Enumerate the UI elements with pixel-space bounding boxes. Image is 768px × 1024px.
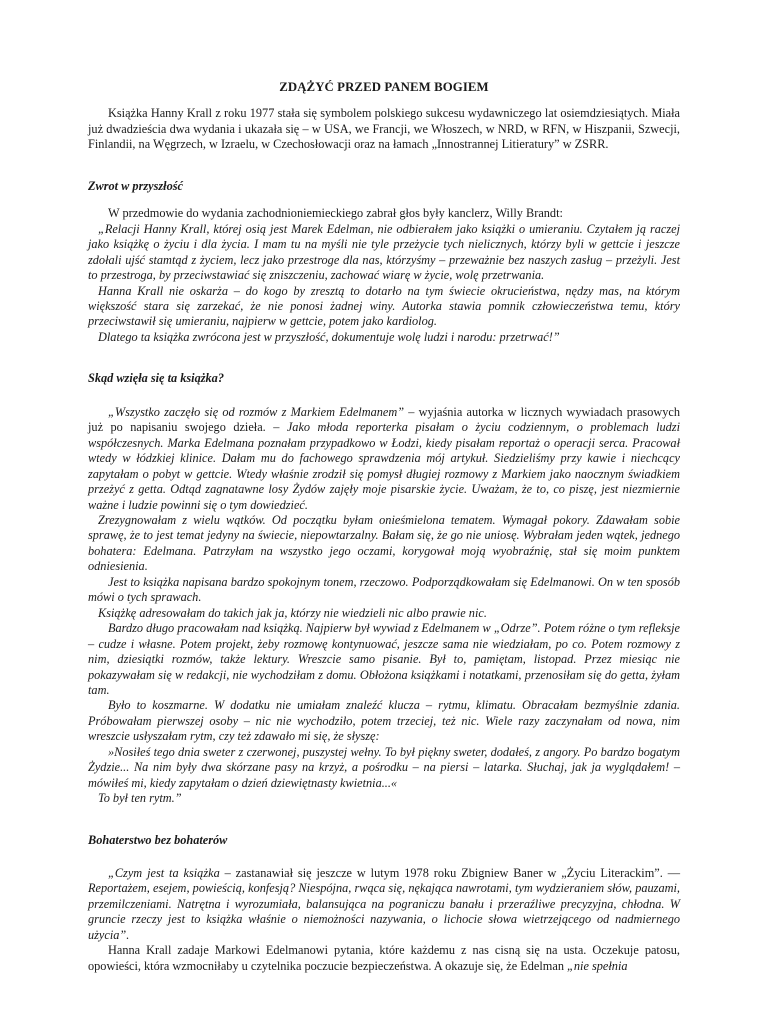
section1-quote-3: Dlatego ta książka zwrócona jest w przyszłość, dokumentuje wolę ludzi i narodu: przetrwać!” [98,329,560,344]
section3-p1-rest: Reportażem, esejem, powieścią, konfesją? Niespójna, rwąca się, nękająca nawrotami, tym wydzieraniem słów, pauzami, przemilczeniami. Natrętna i wyrozumiała, balansująca na pograniczu banału i przeraźliwe precyzyjna, chłodna. W gruncie rzeczy jest to książka właśnie o niemożności nazywania, o lichocie słowa wietrzejącego od nadmiernego użycia”. [88,881,680,942]
section3-paragraph-1 [88,866,680,943]
section3-p2-ital: „nie spełnia [567,958,628,973]
section2-paragraph-1 [88,405,680,513]
section1-quote-1: „Relacji Hanny Krall, której osią jest Marek Edelman, nie odbierałem jako książki o umieraniu. Czytałem ją raczej jako książkę o życiu i dla życia. I mam tu na myśli nie tyle przeżycie tych nielicznych, którzy byli w gettcie i jeszcze zdołali ujść stamtąd z życiem, lecz jako przestroge dla nas, którzyśmy – przeważnie bez naszych zasług – przeżyli. Jest to przestroga, by przeciwstawiać się zniszczeniu, zachować wiarę w życie, wolę przetrwania. [88,221,680,283]
section3-paragraph-2 [88,943,680,974]
section-heading-zwrot: Zwrot w przyszłość [88,178,183,193]
section2-paragraph-8: To był ten rytm.” [98,791,182,806]
section2-paragraph-5: Bardzo długo pracowałam nad książką. Najpierw był wywiad z Edelmanem w „Odrze”. Potem różne o tym refleksje – cudze i własne. Potem projekt, żeby rozmowę kontynuować, jeszcze sama nie wiedziałam, po co. Potem rozmowy z nim, dziesiątki rozmów, także lektury. Wreszcie samo pisanie. Był to, pamiętam, listopad. Przez miesiąc nie pokazywałam się w redakcji, nie wychodziłam z domu. Obłożona książkami i notatkami, przenosiłam się do getta, żyłam tam. [88,621,680,697]
section-heading-skad: Skąd wzięła się ta książka? [88,371,224,386]
section2-paragraph-3: Jest to książka napisana bardzo spokojnym tonem, rzeczowo. Podporządkowałam się Edelmanowi. On w ten sposób mówi o tych sprawach. [88,574,680,605]
section3-p2-plain: Hanna Krall zadaje Markowi Edelmanowi pytania, które każdemu z nas cisną się na usta. Oczekuje patosu, opowieści, która wzmocniłaby u czytelnika poczucie bezpieczeństwa. A okazuje się, że Edelman [88,943,680,973]
document-page [88,80,680,974]
intro-paragraph: Książka Hanny Krall z roku 1977 stała się symbolem polskiego sukcesu wydawniczego lat osiemdziesiątych. Miała już dwadzieścia dwa wydania i ukazała się – w USA, we Francji, we Włoszech, w NRD, w RFN, w Hiszpanii, Szwecji, Finlandii, na Węgrzech, w Izraelu, w Czechosłowacji oraz na łamach „Innostrannej Litieratury” w ZSRR. [88,106,680,152]
section2-p1-quote: „Wszystko zaczęło się od rozmów z Markiem Edelmanem” [108,404,405,419]
page-title: ZDĄŻYĆ PRZED PANEM BOGIEM [279,80,489,94]
section2-paragraph-7: »Nosiłeś tego dnia sweter z czerwonej, puszystej wełny. To był piękny sweter, dodałeś, z angory. Po bardzo bogatym Żydzie... Na nim były dwa skórzane pasy na krzyż, a pośrodku – na piersi – latarka. Słuchaj, jak ja wyglądałem! – mówiłeś mi, kiedy zapytałam o dzień dziewiętnasty kwietnia...« [88,744,680,790]
section2-p1-plain: – wyjaśnia autorka w licznych wywiadach prasowych już po napisaniu swojego dzieła. [88,404,680,435]
section2-paragraph-4: Książkę adresowałam do takich jak ja, którzy nie wiedzieli nic albo prawie nic. [98,605,487,620]
section2-paragraph-6: Było to koszmarne. W dodatku nie umiałam znaleźć klucza – rytmu, klimatu. Obracałam bezmyślnie zdania. Próbowałam pierwszej osoby – nic nie wychodziło, potem trzeciej, też nic. Wiele razy zaczynałam od nowa, nim wreszcie usłyszałam rytm, czy też zdawało mi się, że słyszę: [88,698,680,744]
section2-p1-rest: – Jako młoda reporterka pisałam o życiu codziennym, o problemach ludzi współczesnych. Marka Edelmana poznałam przypadkowo w Łodzi, kiedy pisałam reportaż o operacji serca. Pracował wtedy w łódzkiej klinice. Dałam mu do fachowego sprawdzenia mój artykuł. Siedzieliśmy przy kawie i niechcący zapytałam o pobyt w gettcie. Wtedy właśnie zrodził się pomysł długiej rozmowy z Markiem jako naocznym świadkiem przeżyć z getta. Odtąd zagnatawne losy Żydów zajęły moje pisarskie życie. Uważam, że to, co piszę, jest niezmiernie ważne i ludzie powinni się o tym dowiedzieć. [88,420,680,512]
section1-quote-2: Hanna Krall nie oskarża – do kogo by zresztą to dotarło na tym świecie okrucieństwa, nędzy mas, na którym większość stara się zarzekać, że nie ponosi żadnej winy. Autorka stawia pomnik człowieczeństwa temu, który przeciwstawił się umieraniu, najpierw w gettcie, potem jako kardiolog. [88,283,680,329]
section1-lead: W przedmowie do wydania zachodnioniemieckiego zabrał głos były kanclerz, Willy Brandt: [108,206,563,221]
section2-paragraph-2: Zrezygnowałam z wielu wątków. Od początku byłam onieśmielona tematem. Wymagał pokory. Zdawałam sobie sprawę, że to jest temat jedyny na świecie, niepowtarzalny. Bałam się, że go nie uniosę. Wybrałam jeden wątek, jednego bohatera: Edelmana. Patrzyłam na wszystko jego oczami, korygował moją wyobraźnię, stał się moim punktem odniesienia. [88,512,680,574]
section3-p1-plain: – zastanawiał się jeszcze w lutym 1978 roku Zbigniew Baner w „Życiu Literackim”. — [219,866,680,881]
section3-p1-quote: „Czym jest ta książka [108,866,220,881]
section-heading-bohaterstwo: Bohaterstwo bez bohaterów [88,832,228,847]
